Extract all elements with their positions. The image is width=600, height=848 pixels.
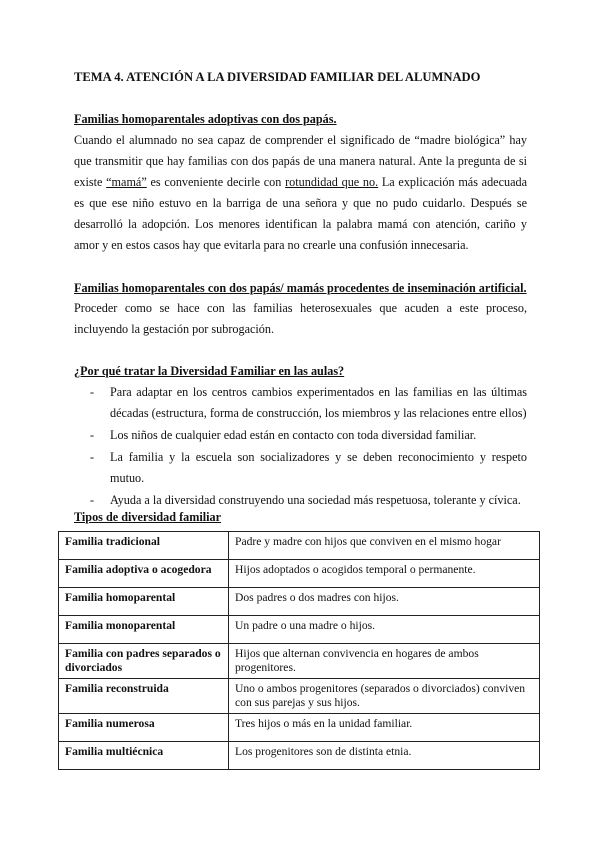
table-cell-type: Familia adoptiva o acogedora xyxy=(59,560,229,588)
table-cell-desc: Tres hijos o más en la unidad familiar. xyxy=(229,714,540,742)
list-item xyxy=(74,447,527,489)
table-cell-type: Familia reconstruida xyxy=(59,679,229,714)
section-heading-por-que: ¿Por qué tratar la Diversidad Familiar en las aulas? xyxy=(74,364,345,378)
text-segment: La explicación más adecuada es que ese niño estuvo en la barriga de una señora y que no pudo cuidarlo. Después se desarrolló la adopción. Los menores identifican la palabra mamá con atención, cariño y amor y en estos casos hay que evitarla para no crearle una confusión innecesaria. xyxy=(74,175,527,252)
table-row xyxy=(59,644,540,679)
table-cell-desc: Dos padres o dos madres con hijos. xyxy=(229,588,540,616)
table-row xyxy=(59,560,540,588)
table-cell-desc: Los progenitores son de distinta etnia. xyxy=(229,742,540,770)
table-cell-type: Familia tradicional xyxy=(59,532,229,560)
text-segment: es conveniente decirle con xyxy=(146,175,286,189)
page-title: TEMA 4. ATENCIÓN A LA DIVERSIDAD FAMILIAR DEL ALUMNADO xyxy=(74,70,481,84)
text-segment: Cuando el alumnado no sea capaz de comprender el significado de “madre biológica” hay que transmitir que hay familias con dos papás de una manera natural. Ante la pregunta de si existe xyxy=(74,133,527,189)
list-item-text: Los niños de cualquier edad están en contacto con toda diversidad familiar. xyxy=(110,428,477,442)
table-cell-desc: Hijos adoptados o acogidos temporal o permanente. xyxy=(229,560,540,588)
table-cell-type: Familia numerosa xyxy=(59,714,229,742)
table-cell-type: Familia con padres separados o divorciados xyxy=(59,644,229,679)
list-item xyxy=(74,382,527,424)
dash-bullet: - xyxy=(90,493,95,507)
paragraph-adoptivas xyxy=(74,130,527,256)
dash-bullet: - xyxy=(90,428,95,442)
bullet-list xyxy=(74,382,527,512)
list-item xyxy=(74,425,527,446)
table-row xyxy=(59,616,540,644)
table-cell-desc: Un padre o una madre o hijos. xyxy=(229,616,540,644)
table-row xyxy=(59,714,540,742)
table-row xyxy=(59,742,540,770)
table-heading: Tipos de diversidad familiar xyxy=(74,510,222,524)
table-row xyxy=(59,588,540,616)
list-item xyxy=(74,490,527,511)
table-cell-desc: Padre y madre con hijos que conviven en el mismo hogar xyxy=(229,532,540,560)
dash-bullet: - xyxy=(90,385,95,399)
dash-bullet: - xyxy=(90,450,95,464)
section-heading-inseminacion: Familias homoparentales con dos papás/ mamás procedentes de inseminación artificial. xyxy=(74,281,527,295)
list-item-text: La familia y la escuela son socializadores y se deben reconocimiento y respeto mutuo. xyxy=(110,450,527,485)
table-row xyxy=(59,532,540,560)
table-cell-desc: Hijos que alternan convivencia en hogares de ambos progenitores. xyxy=(229,644,540,679)
table-cell-type: Familia homoparental xyxy=(59,588,229,616)
underlined-rotundidad: rotundidad que no. xyxy=(285,175,379,189)
list-item-text: Ayuda a la diversidad construyendo una sociedad más respetuosa, tolerante y cívica. xyxy=(110,493,521,507)
table-cell-desc: Uno o ambos progenitores (separados o divorciados) conviven con sus parejas y sus hijos. xyxy=(229,679,540,714)
list-item-text: Para adaptar en los centros cambios experimentados en las familias en las últimas décadas (estructura, forma de construcción, los miembros y las relaciones entre ellos) xyxy=(110,385,527,420)
paragraph-inseminacion: Proceder como se hace con las familias heterosexuales que acuden a este proceso, incluyendo la gestación por subrogación. xyxy=(74,301,527,336)
section-heading-adoptivas: Familias homoparentales adoptivas con dos papás. xyxy=(74,112,337,126)
family-types-table xyxy=(58,531,540,770)
table-cell-type: Familia multiécnica xyxy=(59,742,229,770)
underlined-mama: “mamá” xyxy=(106,175,147,189)
table-cell-type: Familia monoparental xyxy=(59,616,229,644)
table-row xyxy=(59,679,540,714)
